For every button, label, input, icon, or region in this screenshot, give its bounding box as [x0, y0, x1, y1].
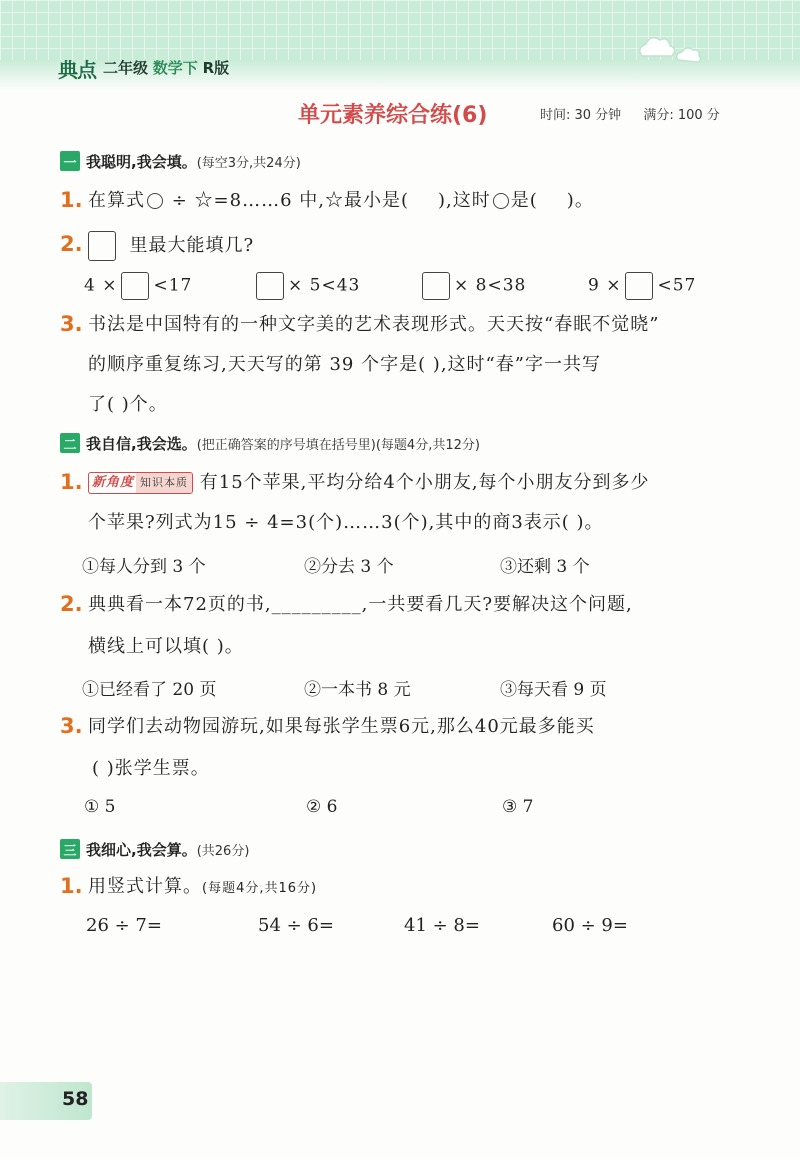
text-segment: <17 — [153, 275, 193, 296]
section-badge: 三 — [60, 839, 80, 859]
option-3: ③还剩 3 个 — [500, 557, 590, 577]
text-segment: )。 — [566, 190, 594, 211]
question-line — [88, 470, 650, 496]
question-number: 2. — [60, 232, 83, 256]
section-heading: 我细心,我会算。 — [86, 840, 197, 859]
text-segment: 4 × — [84, 275, 118, 296]
book-info — [103, 57, 229, 78]
text-segment: 在算式 — [88, 190, 145, 211]
new-angle-tag — [88, 472, 193, 494]
option-3: ③ 7 — [502, 797, 534, 817]
square-blank-icon — [121, 272, 149, 300]
text-segment: 是( — [510, 190, 538, 211]
text-segment: × 5<43 — [288, 275, 361, 296]
time-label: 时间: 30 分钟 — [540, 108, 622, 123]
division-problem: 26 ÷ 7= — [86, 915, 162, 936]
option-1: ① 5 — [84, 797, 116, 817]
section-badge: 二 — [60, 433, 80, 453]
option-2: ②一本书 8 元 — [304, 680, 411, 700]
option-2: ②分去 3 个 — [304, 557, 394, 577]
inequality-1 — [84, 272, 192, 300]
section-heading: 我聪明,我会填。 — [86, 152, 197, 171]
brand-logo: 典点 — [58, 58, 96, 82]
page-number: 58 — [62, 1088, 89, 1110]
question-number: 1. — [60, 188, 83, 212]
inequality-4 — [588, 272, 696, 300]
text-segment: (每题4分,共16分) — [202, 881, 318, 896]
question-line: 个苹果?列式为15 ÷ 4=3(个)……3(个),其中的商3表示( )。 — [88, 512, 604, 533]
section-badge: 一 — [60, 151, 80, 171]
text-segment: 用竖式计算。 — [88, 876, 202, 897]
tag-label: 新角度 — [92, 475, 135, 490]
section-header-3 — [60, 838, 249, 860]
question-number: 3. — [60, 312, 83, 336]
section-note: (共26分) — [196, 843, 250, 859]
option-1: ①已经看了 20 页 — [82, 680, 217, 700]
text-segment: <57 — [657, 275, 697, 296]
section-heading: 我自信,我会选。 — [86, 434, 197, 453]
question-text — [88, 231, 254, 261]
section-note: (每空3分,共24分) — [196, 155, 301, 171]
question-line: 横线上可以填( )。 — [88, 636, 244, 657]
edition-label: R版 — [202, 59, 230, 77]
square-blank-icon — [256, 272, 284, 300]
grade-label: 二年级 — [103, 59, 149, 77]
text-segment: ),这时 — [438, 190, 491, 211]
question-line — [88, 874, 317, 902]
circle-blank-icon — [493, 193, 509, 209]
square-blank-icon — [625, 272, 653, 300]
question-line: 典典看一本72页的书,_________,一共要看几天?要解决这个问题, — [88, 594, 633, 615]
cloud-icon — [632, 32, 712, 66]
option-2: ② 6 — [306, 797, 338, 817]
question-text — [88, 188, 594, 214]
question-line: 书法是中国特有的一种文字美的艺术表现形式。天天按“春眠不觉晓” — [88, 314, 660, 335]
text-segment: ÷ — [171, 190, 188, 211]
text-segment: ☆=8……6 中,☆最小是( — [194, 190, 410, 211]
subject-label: 数学下 — [152, 59, 198, 77]
section-note: (把正确答案的序号填在括号里)(每题4分,共12分) — [196, 437, 480, 453]
question-line: 同学们去动物园游玩,如果每张学生票6元,那么40元最多能买 — [88, 716, 595, 737]
question-number: 3. — [60, 714, 83, 738]
division-problem: 60 ÷ 9= — [552, 915, 628, 936]
section-header-1 — [60, 150, 301, 172]
question-line: 的顺序重复练习,天天写的第 39 个字是( ),这时“春”字一共写 — [88, 354, 601, 375]
division-problem: 41 ÷ 8= — [404, 915, 480, 936]
square-blank-icon — [88, 231, 116, 261]
question-number: 2. — [60, 592, 83, 616]
score-label: 满分: 100 分 — [643, 108, 720, 123]
question-number: 1. — [60, 874, 83, 898]
text-segment: × 8<38 — [454, 275, 527, 296]
text-segment: 有15个苹果,平均分给4个小朋友,每个小朋友分到多少 — [199, 472, 650, 493]
option-1: ①每人分到 3 个 — [82, 557, 206, 577]
tag-label: 知识本质 — [136, 473, 192, 493]
question-number: 1. — [60, 470, 83, 494]
inequality-3 — [418, 272, 526, 300]
exam-meta — [540, 104, 738, 123]
page-title: 单元素养综合练(6) — [298, 103, 488, 128]
inequality-2 — [252, 272, 360, 300]
option-3: ③每天看 9 页 — [500, 680, 607, 700]
division-problem: 54 ÷ 6= — [258, 915, 334, 936]
section-header-2 — [60, 432, 480, 454]
question-line: ( )张学生票。 — [92, 758, 210, 779]
text-segment: 里最大能填几? — [129, 235, 255, 256]
square-blank-icon — [422, 272, 450, 300]
question-line: 了( )个。 — [88, 394, 168, 415]
text-segment: 9 × — [588, 275, 622, 296]
circle-blank-icon — [147, 193, 163, 209]
